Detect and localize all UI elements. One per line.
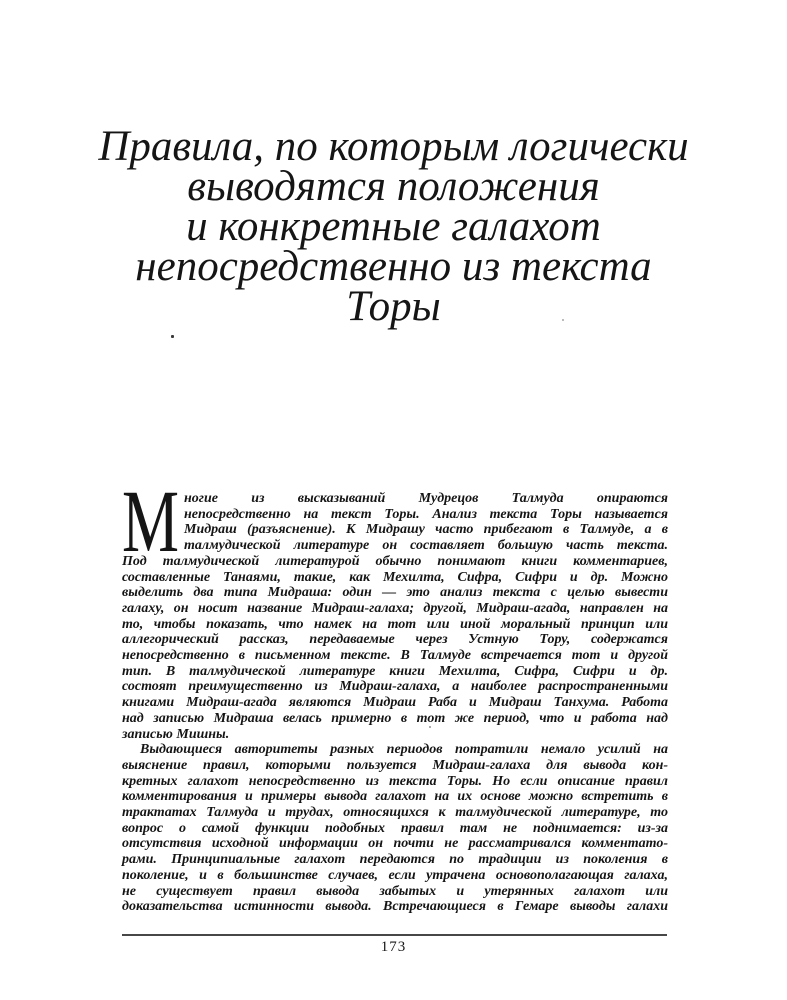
paragraph-2 — [122, 742, 668, 915]
text-line: галаху, он носит название Мидраш-галаха; другой, Мидраш-агада, направлен на — [122, 600, 668, 616]
chapter-title — [0, 123, 787, 330]
text-line: трактатах Талмуда и трудах, относящихся к талмудической литературе, то — [122, 805, 668, 821]
page-number: 173 — [380, 939, 407, 955]
print-speck — [562, 319, 564, 321]
print-speck — [429, 726, 431, 728]
text-line: непосредственно в письменном тексте. В Талмуде встречается тот и другой — [122, 648, 668, 664]
text-line: комментирования и примеры вывода галахот на их основе можно встретить в — [122, 789, 668, 805]
text-line: Выдающиеся авторитеты разных периодов потратили немало усилий на — [140, 742, 668, 758]
body-text — [122, 473, 668, 915]
text-line: Под талмудической литературой обычно понимают книги комментариев, — [122, 553, 668, 569]
paragraph-1-lines — [122, 473, 668, 742]
text-line: доказательства истинности вывода. Встречающиеся в Гемаре выводы галахи — [122, 899, 668, 915]
text-line: поколение, и в большинстве случаев, если утрачена основополагающая галаха, — [122, 867, 668, 883]
text-line: талмудической литературе он составляет большую часть текста. — [184, 538, 668, 554]
chapter-title-line: Торы — [346, 283, 441, 330]
text-line: вопрос о самой функции подобных правил там не поднимается: из-за — [122, 820, 668, 836]
paragraph-2-lines — [122, 742, 668, 915]
text-line: то, чтобы показать, что намек на тот или иной моральный принцип или — [122, 616, 668, 632]
text-line: кретных галахот непосредственно из текста Торы. Но если описание правил — [122, 773, 668, 789]
text-line: книгами Мидраш-агада являются Мидраш Раба и Мидраш Танхума. Работа — [122, 695, 668, 711]
text-line: рами. Принципиальные галахот передаются по традиции из поколения в — [122, 852, 668, 868]
drop-cap — [122, 473, 184, 571]
print-speck — [171, 335, 174, 338]
chapter-title-line: непосредственно из текста — [135, 243, 652, 290]
text-line: не существует правил вывода забытых и утерянных галахот или — [122, 883, 668, 899]
text-line: отсутствия исходной информации он почти не рассматривался комментато- — [122, 836, 668, 852]
text-line: выяснение правил, которыми пользуется Мидраш-галаха для вывода кон- — [122, 757, 668, 773]
drop-cap-letter: М — [122, 473, 179, 571]
text-line: составленные Танаями, такие, как Мехилта, Сифра, Сифри и др. Можно — [122, 569, 668, 585]
text-line: ногие из высказываний Мудрецов Талмуда опираются — [184, 491, 668, 506]
chapter-title-line: Правила, по которым логически — [98, 123, 689, 170]
text-line: состоят преимущественно из Мидраш-галаха, а наиболее распространенными — [122, 679, 668, 695]
text-line: тип. В талмудической литературе книги Мехилта, Сифра, Сифри и др. — [122, 663, 668, 679]
text-line: выделить два типа Мидраша: один — это анализ текста с целью вывести — [122, 585, 668, 601]
text-line: записью Мишны. — [122, 726, 230, 742]
text-line: над записью Мидраша велась примерно в тот же период, что и работа над — [122, 710, 668, 726]
chapter-title-line: и конкретные галахот — [186, 203, 601, 250]
text-line: Мидраш (разъяснение). К Мидрашу часто прибегают в Талмуде, а в — [184, 522, 668, 538]
text-line: аллегорический рассказ, передаваемые через Устную Тору, содержатся — [122, 632, 668, 648]
text-line: непосредственно на текст Торы. Анализ текста Торы называется — [184, 506, 668, 522]
footer-rule — [122, 934, 667, 936]
paragraph-1 — [122, 473, 668, 742]
chapter-title-line: выводятся положения — [187, 163, 600, 210]
